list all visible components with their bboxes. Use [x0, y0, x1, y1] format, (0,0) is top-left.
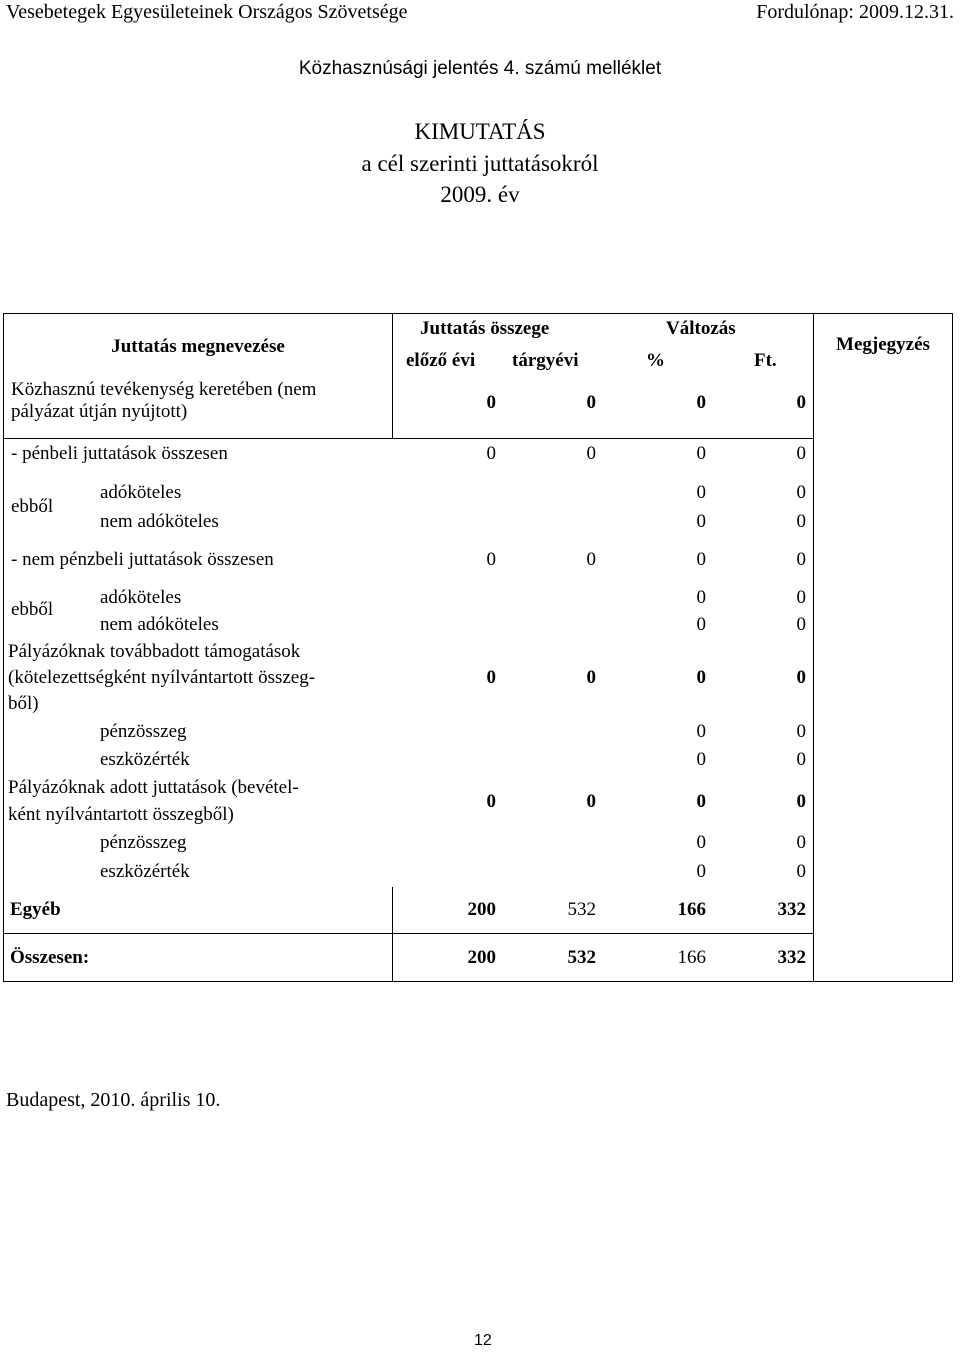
cell-pct: 0 [696, 587, 706, 608]
cell-pct: 0 [696, 721, 706, 742]
cell-pct: 0 [696, 667, 706, 688]
col-header-name: Juttatás megnevezése [111, 336, 285, 357]
sub-label: eszközérték [100, 861, 190, 882]
title-line-3: 2009. év [440, 182, 520, 207]
sub-label: pénzösszeg [100, 721, 187, 742]
cell-ft: 0 [796, 749, 806, 770]
cell-ft: 0 [796, 511, 806, 532]
sub-label: pénzösszeg [100, 832, 187, 853]
cell-prev: 0 [486, 392, 496, 413]
cell-pct: 0 [696, 549, 706, 570]
cell-curr: 0 [586, 443, 596, 464]
col-header-ft: Ft. [754, 350, 777, 371]
row-label: - pénbeli juttatások összesen [11, 443, 228, 464]
cell-curr: 532 [567, 947, 596, 968]
cell-pct: 0 [696, 861, 706, 882]
cell-prev: 0 [486, 791, 496, 812]
sub-label: nem adóköteles [100, 511, 219, 532]
sub-label: eszközérték [100, 749, 190, 770]
cell-curr: 0 [586, 791, 596, 812]
cell-ft: 0 [796, 482, 806, 503]
cell-ft: 332 [777, 947, 806, 968]
cell-pct: 166 [677, 899, 706, 920]
cell-prev: 200 [467, 947, 496, 968]
col-header-pct: % [646, 350, 665, 371]
title-line-1: KIMUTATÁS [414, 119, 546, 144]
sub-label: adóköteles [100, 482, 182, 503]
cell-ft: 0 [796, 443, 806, 464]
cell-pct: 0 [696, 482, 706, 503]
cell-prev: 0 [486, 549, 496, 570]
group-label: ebből [11, 496, 54, 517]
cell-prev: 0 [486, 443, 496, 464]
group-label: ebből [11, 599, 54, 620]
row-label: pályázat útján nyújtott) [11, 401, 188, 422]
row-label: - nem pénzbeli juttatások összesen [11, 549, 274, 570]
report-date: Fordulónap: 2009.12.31. [756, 1, 954, 23]
cell-pct: 166 [677, 947, 706, 968]
cell-pct: 0 [696, 511, 706, 532]
col-header-prev: előző évi [406, 350, 476, 371]
col-header-change: Változás [666, 318, 736, 339]
page-number: 12 [474, 1332, 492, 1349]
cell-pct: 0 [696, 832, 706, 853]
col-header-amount: Juttatás összege [420, 318, 550, 339]
row-label: Pályázóknak továbbadott támogatások [8, 641, 301, 662]
row-label: Összesen: [10, 947, 90, 968]
cell-curr: 0 [586, 667, 596, 688]
cell-ft: 0 [796, 614, 806, 635]
row-label: Egyéb [10, 899, 61, 920]
row-label: ből) [8, 693, 39, 714]
cell-ft: 0 [796, 861, 806, 882]
row-label: Pályázóknak adott juttatások (bevétel- [8, 777, 299, 798]
cell-curr: 0 [586, 392, 596, 413]
cell-prev: 0 [486, 667, 496, 688]
cell-pct: 0 [696, 614, 706, 635]
cell-ft: 0 [796, 832, 806, 853]
title-line-2: a cél szerinti juttatásokról [361, 151, 599, 176]
annex-label: Közhasznúsági jelentés 4. számú melléklet [298, 58, 662, 79]
cell-ft: 0 [796, 791, 806, 812]
sub-label: adóköteles [100, 587, 182, 608]
row-label: ként nyílvántartott összegből) [8, 804, 234, 825]
col-header-curr: tárgyévi [512, 350, 579, 371]
cell-pct: 0 [696, 749, 706, 770]
sub-label: nem adóköteles [100, 614, 219, 635]
row-label: (kötelezettségként nyílvántartott összeg- [8, 667, 316, 688]
place-date: Budapest, 2010. április 10. [6, 1089, 221, 1111]
cell-ft: 0 [796, 667, 806, 688]
cell-pct: 0 [696, 791, 706, 812]
col-header-note: Megjegyzés [836, 334, 930, 355]
cell-curr: 532 [567, 899, 596, 920]
row-label: Közhasznú tevékenység keretében (nem [11, 379, 317, 400]
cell-ft: 0 [796, 392, 806, 413]
cell-curr: 0 [586, 549, 596, 570]
cell-pct: 0 [696, 443, 706, 464]
cell-ft: 0 [796, 587, 806, 608]
cell-ft: 0 [796, 721, 806, 742]
cell-pct: 0 [696, 392, 706, 413]
org-name: Vesebetegek Egyesületeinek Országos Szövetsége [6, 1, 408, 23]
cell-prev: 200 [467, 899, 496, 920]
cell-ft: 332 [777, 899, 806, 920]
cell-ft: 0 [796, 549, 806, 570]
